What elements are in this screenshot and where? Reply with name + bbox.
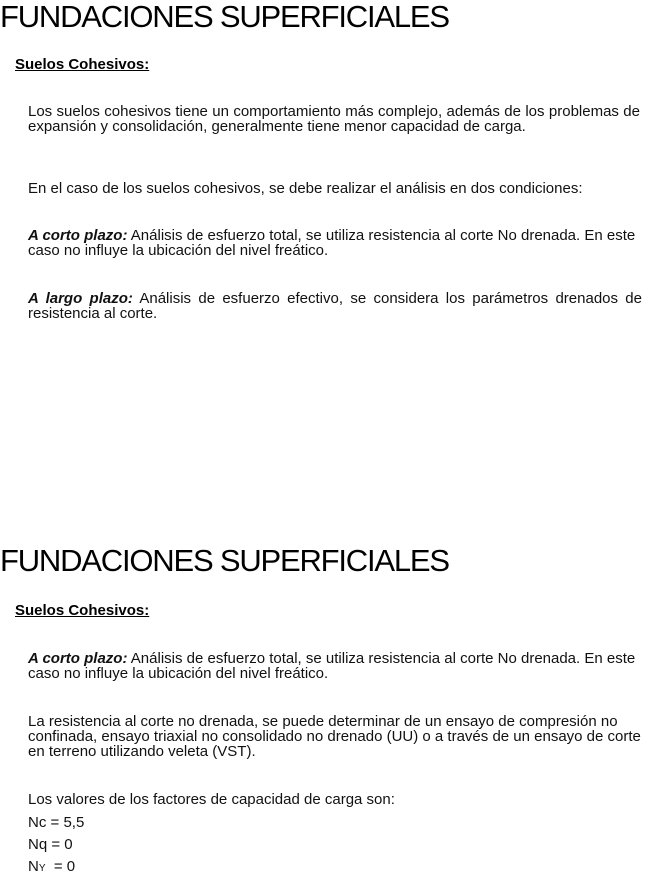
long-term-paragraph [28,291,642,321]
short-term-text: Análisis de esfuerzo total, se utiliza resistencia al corte No drenada. En este caso no influye la ubicación del nivel freático. [28,227,636,259]
short-term-paragraph [28,228,642,258]
factors-intro: Los valores de los factores de capacidad de carga son: [28,791,395,808]
intro-paragraph: Los suelos cohesivos tiene un comportamiento más complejo, además de los problemas de expansión y consolidación, generalmente tiene menor capacidad de carga. [28,103,640,135]
factor-nc: Nc = 5,5 [28,814,85,831]
slide-1 [0,0,654,438]
short-term-text: Análisis de esfuerzo total, se utiliza resistencia al corte No drenada. En este caso no influye la ubicación del nivel freático. [28,650,636,682]
slide-title: FUNDACIONES SUPERFICIALES [0,0,449,34]
factor-ngamma: NY = 0 [28,858,76,875]
section-subtitle: Suelos Cohesivos: [15,56,150,73]
short-term-paragraph [28,651,642,681]
long-term-label: A largo plazo: [28,290,133,307]
long-term-text: Análisis de esfuerzo efectivo, se considera los parámetros drenados de resistencia al corte. [28,290,642,322]
slide-title: FUNDACIONES SUPERFICIALES [0,543,449,578]
factor-nq: Nq = 0 [28,836,73,853]
section-subtitle: Suelos Cohesivos: [15,602,150,619]
short-term-label: A corto plazo: [28,227,128,244]
undrained-strength-paragraph: La resistencia al corte no drenada, se puede determinar de un ensayo de compresión no confinada, ensayo triaxial no consolidado no drenado (UU) o a través de un ensayo de corte en terreno utilizando veleta (VST). [28,713,641,760]
short-term-label: A corto plazo: [28,650,128,667]
conditions-intro: En el caso de los suelos cohesivos, se debe realizar el análisis en dos condiciones: [28,180,583,197]
slide-2 [0,540,654,876]
